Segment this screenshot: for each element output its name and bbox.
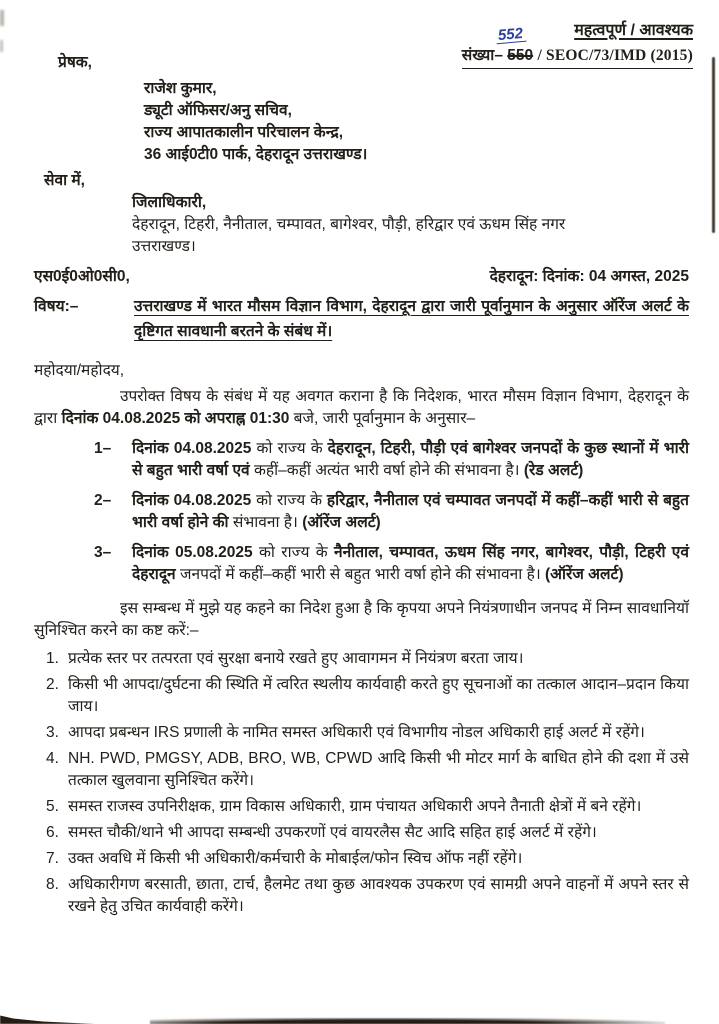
salutation: महोदया/महोदय,: [34, 362, 125, 379]
subject-label: विषय:–: [34, 298, 79, 315]
letter-header: [462, 20, 693, 69]
forecast-connector: को राज्य के: [251, 492, 327, 509]
reference-label: संख्या–: [461, 47, 503, 64]
forecast-districts: हरिद्वार, नैनीताल एवं चम्पावत जनपदों में कहीं–कहीं भारी से बहुत भारी वर्षा होने की: [132, 492, 689, 531]
alert-level: (रेड अलर्ट): [523, 462, 584, 479]
recipient-title: जिलाधिकारी,: [132, 194, 207, 211]
forecast-list: [34, 438, 689, 586]
forecast-text: [132, 542, 689, 586]
precaution-item: [34, 796, 689, 818]
subject-row: [34, 294, 689, 344]
sender-label: प्रेषक,: [58, 54, 92, 71]
reference-code: / SEOC/73/IMD (2015): [537, 47, 693, 64]
forecast-text: [132, 438, 689, 482]
intro-paragraph: [34, 386, 689, 430]
forecast-item: [34, 490, 689, 534]
intro-text-post: बजे, जारी पूर्वानुमान के अनुसार–: [289, 410, 476, 427]
precaution-text: प्रत्येक स्तर पर तत्परता एवं सुरक्षा बनाये रखते हुए आवागमन में नियंत्रण बरता जाय।: [68, 650, 524, 667]
scan-artifact-left-mark: [0, 40, 3, 52]
precaution-text: समस्त राजस्व उपनिरीक्षक, ग्राम विकास अधिकारी, ग्राम पंचायत अधिकारी अपने तैनाती क्षेत्रों में बने रहेंगे।: [68, 798, 642, 815]
scan-shadow-bottom-streak: [150, 1018, 665, 1024]
date-line: [34, 266, 689, 288]
struck-number: 550: [507, 47, 534, 64]
forecast-item: [34, 438, 689, 482]
intro-datetime: दिनांक 04.08.2025 को अपराह्न 01:30: [61, 410, 290, 427]
forecast-date: दिनांक 04.08.2025: [132, 492, 252, 509]
recipient-block: [132, 192, 689, 258]
handwritten-correction-number: 552: [495, 27, 526, 45]
forecast-districts: देहरादून, टिहरी, पौड़ी एवं बागेश्वर जनपदों के कुछ स्थानों में भारी से बहुत भारी वर्षा एवं: [132, 440, 689, 479]
list-number: 5.: [46, 798, 59, 815]
importance-note: महत्वपूर्ण / आवश्यक: [574, 22, 693, 39]
alert-level: (ऑरेंज अलर्ट): [302, 514, 381, 531]
sender-name: राजेश कुमार,: [144, 80, 217, 97]
sender-office: राज्य आपातकालीन परिचालन केन्द्र,: [144, 124, 344, 141]
precautions-list: [34, 648, 689, 918]
scan-artifact-right-edge: [712, 57, 715, 233]
alert-level: (ऑरेंज अलर्ट): [545, 566, 624, 583]
precaution-item: [34, 748, 689, 792]
list-number: 4.: [46, 750, 59, 767]
list-number: 6.: [46, 824, 59, 841]
list-number: 3.: [46, 724, 59, 741]
precaution-item: [34, 848, 689, 870]
precaution-item: [34, 722, 689, 744]
forecast-detail: संभावना है।: [232, 514, 303, 531]
sender-designation: ड्यूटी ऑफिसर/अनु सचिव,: [144, 102, 292, 119]
place-and-date: देहरादून: दिनांक: 04 अगस्त, 2025: [489, 268, 689, 285]
forecast-detail: जनपदों में कहीं–कहीं भारी से बहुत भारी वर्षा होने की संभावना है।: [179, 566, 545, 583]
list-number: 7.: [46, 850, 59, 867]
subject-text: उत्तराखण्ड में भारत मौसम विज्ञान विभाग, देहरादून द्वारा जारी पूर्वानुमान के अनुसार ऑरेंज अलर्ट के दृष्टिगत सावधानी बरतने के संबंध में।: [134, 298, 689, 340]
forecast-item: [34, 542, 689, 586]
list-number: 3–: [94, 544, 112, 561]
directive-paragraph: इस सम्बन्ध में मुझे यह कहने का निदेश हुआ है कि कृपया अपने नियंत्रणाधीन जनपद में निम्न सावधानियॉ सुनिश्चित करने का कष्ट करें:–: [34, 600, 689, 639]
intro-text-pre: उपरोक्त विषय के संबंध में यह अवगत कराना है कि निदेशक, भारत मौसम विज्ञान विभाग, देहरादून के द्वारा: [34, 388, 689, 427]
forecast-date: दिनांक 05.08.2025: [132, 544, 253, 561]
scan-artifact-left-mark: [0, 10, 4, 26]
precaution-text: अधिकारीगण बरसाती, छाता, टार्च, हैलमेट तथा कुछ आवश्यक उपकरण एवं सामग्री अपने वाहनों में अपने स्तर से रखने हेतु उचित कार्यवाही करेंगे।: [68, 876, 689, 915]
precaution-text: आपदा प्रबन्धन IRS प्रणाली के नामित समस्त अधिकारी एवं विभागीय नोडल अधिकारी हाई अलर्ट में रहेंगे।: [68, 724, 645, 741]
list-number: 2.: [46, 676, 59, 693]
precaution-text: समस्त चौकी/थाने भी आपदा सम्बन्धी उपकरणों एवं वायरलैस सैट आदि सहित हाई अलर्ट में रहेंगे।: [68, 824, 597, 841]
precaution-item: [34, 874, 689, 918]
precaution-text: NH. PWD, PMGSY, ADB, BRO, WB, CPWD आदि किसी भी मोटर मार्ग के बाधित होने की दशा में उसे तत्काल खुलवाना सुनिश्चित करेंगे।: [68, 750, 689, 789]
precaution-text: किसी भी आपदा/दुर्घटना की स्थिति में त्वरित स्थलीय कार्यवाही करते हुए सूचनाओं का तत्काल आदान–प्रदान किया जाय।: [68, 676, 689, 715]
scan-shadow-bottom-left: [0, 1014, 95, 1024]
list-number: 1.: [46, 650, 59, 667]
precaution-text: उक्त अवधि में किसी भी अधिकारी/कर्मचारी के मोबाईल/फोन स्विच ऑफ नहीं रहेंगे।: [68, 850, 523, 867]
forecast-text: [132, 490, 689, 534]
list-number: 2–: [94, 492, 112, 509]
recipient-districts: देहरादून, टिहरी, नैनीताल, चम्पावत, बागेश्वर, पौड़ी, हरिद्वार एवं ऊधम सिंह नगर: [132, 216, 566, 233]
sender-address: 36 आई0टी0 पार्क, देहरादून उत्तराखण्ड।: [144, 146, 368, 163]
list-number: 1–: [94, 440, 112, 457]
forecast-districts: नैनीताल, चम्पावत, ऊधम सिंह नगर, बागेश्वर, पौड़ी, टिहरी एवं देहरादून: [132, 544, 689, 583]
recipient-state: उत्तराखण्ड।: [132, 238, 196, 255]
forecast-detail: कहीं–कहीं अत्यंत भारी वर्षा होने की संभावना है।: [253, 462, 524, 479]
office-abbreviation: एस0ई0ओ0सी0,: [34, 268, 130, 285]
forecast-connector: को राज्य के: [252, 544, 334, 561]
forecast-connector: को राज्य के: [251, 440, 328, 457]
precaution-item: [34, 674, 689, 718]
forecast-date: दिनांक 04.08.2025: [132, 440, 252, 457]
precaution-item: [34, 648, 689, 670]
recipient-label: सेवा में,: [44, 172, 85, 189]
list-number: 8.: [46, 876, 59, 893]
precaution-item: [34, 822, 689, 844]
sender-block: [144, 78, 689, 166]
